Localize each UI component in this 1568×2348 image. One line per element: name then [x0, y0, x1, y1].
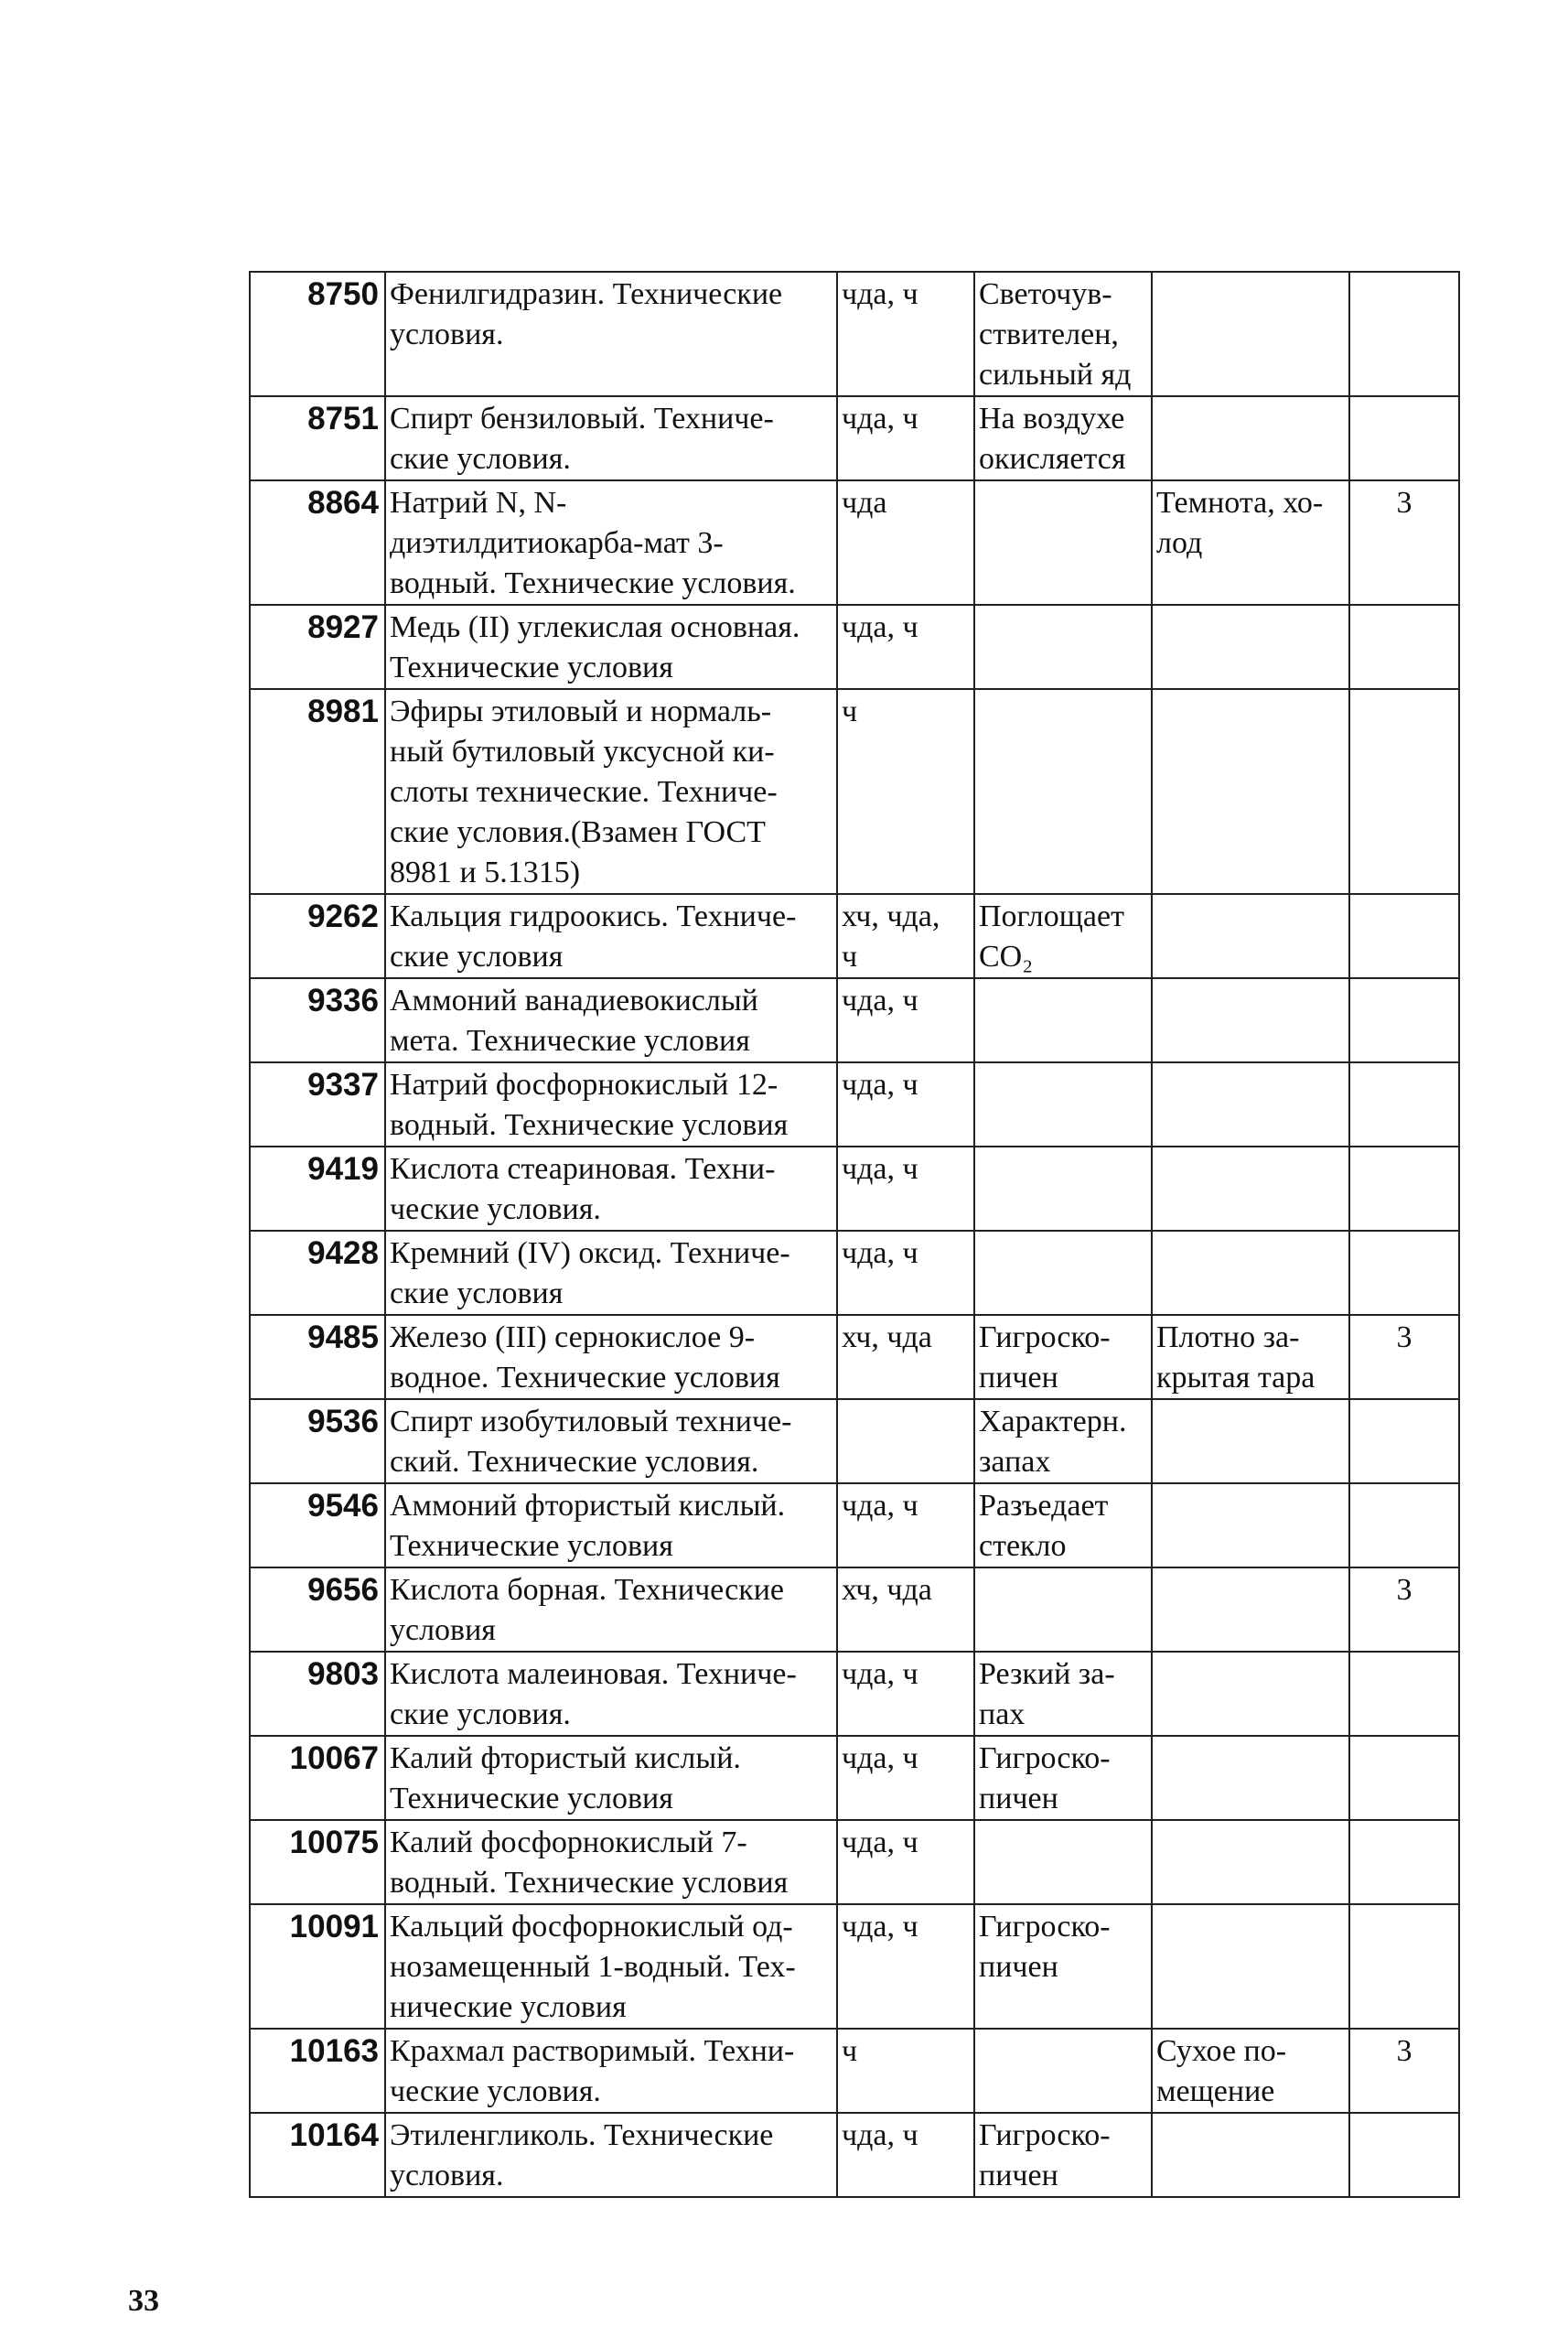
storage-condition-cell: [1152, 1567, 1349, 1652]
storage-condition-cell: Темнота, хо- лод: [1152, 480, 1349, 605]
gost-number-cell: 10075: [250, 1820, 385, 1904]
storage-condition-cell: [1152, 1652, 1349, 1736]
gost-number-cell: 9262: [250, 894, 385, 978]
property-note-cell: [974, 1147, 1152, 1231]
property-note-cell: Поглощает CO₂: [974, 894, 1152, 978]
reagent-name-cell: Кальций фосфорнокислый од- нозамещенный 1-водный. Тех- нические условия: [385, 1904, 837, 2029]
gost-number-cell: 9337: [250, 1062, 385, 1147]
storage-condition-cell: [1152, 1904, 1349, 2029]
class-cell: 3: [1349, 480, 1459, 605]
table-row: [250, 605, 1459, 689]
storage-condition-cell: [1152, 1483, 1349, 1567]
property-note-cell: [974, 480, 1152, 605]
table-row: [250, 1147, 1459, 1231]
grade-cell: чда, ч: [837, 272, 974, 396]
gost-number-cell: 10067: [250, 1736, 385, 1820]
property-note-cell: Гигроско- пичен: [974, 1315, 1152, 1399]
storage-condition-cell: Плотно за- крытая тара: [1152, 1315, 1349, 1399]
grade-cell: [837, 1399, 974, 1483]
class-cell: [1349, 978, 1459, 1062]
grade-cell: чда, ч: [837, 1652, 974, 1736]
grade-cell: ч: [837, 2029, 974, 2113]
table-row: [250, 978, 1459, 1062]
reagent-name-cell: Калий фтористый кислый. Технические условия: [385, 1736, 837, 1820]
gost-number-cell: 9546: [250, 1483, 385, 1567]
grade-cell: ч: [837, 689, 974, 894]
property-note-cell: [974, 978, 1152, 1062]
reagent-name-cell: Кислота малеиновая. Техниче- ские условия.: [385, 1652, 837, 1736]
reagents-table: [249, 271, 1460, 2198]
property-note-cell: Характерн. запах: [974, 1399, 1152, 1483]
reagent-name-cell: Спирт изобутиловый техниче- ский. Технические условия.: [385, 1399, 837, 1483]
gost-number-cell: 9536: [250, 1399, 385, 1483]
reagent-name-cell: Железо (III) сернокислое 9- водное. Технические условия: [385, 1315, 837, 1399]
property-note-cell: [974, 1567, 1152, 1652]
table-row: [250, 1820, 1459, 1904]
table-row: [250, 1483, 1459, 1567]
grade-cell: чда, ч: [837, 1062, 974, 1147]
grade-cell: чда, ч: [837, 1736, 974, 1820]
class-cell: 3: [1349, 1567, 1459, 1652]
gost-number-cell: 9803: [250, 1652, 385, 1736]
gost-number-cell: 10164: [250, 2113, 385, 2197]
table-row: [250, 1231, 1459, 1315]
gost-number-cell: 8864: [250, 480, 385, 605]
storage-condition-cell: Сухое по- мещение: [1152, 2029, 1349, 2113]
storage-condition-cell: [1152, 2113, 1349, 2197]
table-row: [250, 1736, 1459, 1820]
grade-cell: чда, ч: [837, 605, 974, 689]
class-cell: [1349, 1652, 1459, 1736]
storage-condition-cell: [1152, 396, 1349, 480]
gost-number-cell: 9656: [250, 1567, 385, 1652]
property-note-cell: Гигроско- пичен: [974, 2113, 1152, 2197]
reagent-name-cell: Фенилгидразин. Технические условия.: [385, 272, 837, 396]
reagent-name-cell: Кремний (IV) оксид. Техниче- ские условия: [385, 1231, 837, 1315]
gost-number-cell: 9419: [250, 1147, 385, 1231]
class-cell: 3: [1349, 1315, 1459, 1399]
property-note-cell: Разъедает стекло: [974, 1483, 1152, 1567]
storage-condition-cell: [1152, 1736, 1349, 1820]
gost-number-cell: 8750: [250, 272, 385, 396]
reagent-name-cell: Калий фосфорнокислый 7- водный. Технические условия: [385, 1820, 837, 1904]
grade-cell: чда, ч: [837, 1820, 974, 1904]
storage-condition-cell: [1152, 689, 1349, 894]
class-cell: [1349, 1147, 1459, 1231]
grade-cell: хч, чда: [837, 1567, 974, 1652]
grade-cell: хч, чда: [837, 1315, 974, 1399]
property-note-cell: [974, 2029, 1152, 2113]
grade-cell: чда, ч: [837, 1231, 974, 1315]
reagent-name-cell: Натрий фосфорнокислый 12- водный. Технические условия: [385, 1062, 837, 1147]
page-number: 33: [128, 2284, 159, 2318]
grade-cell: хч, чда, ч: [837, 894, 974, 978]
class-cell: [1349, 605, 1459, 689]
class-cell: [1349, 1399, 1459, 1483]
reagent-name-cell: Кальция гидроокись. Техниче- ские условия: [385, 894, 837, 978]
reagent-name-cell: Аммоний ванадиевокислый мета. Технические условия: [385, 978, 837, 1062]
class-cell: [1349, 272, 1459, 396]
property-note-cell: [974, 605, 1152, 689]
reagent-name-cell: Медь (II) углекислая основная. Технические условия: [385, 605, 837, 689]
grade-cell: чда, ч: [837, 396, 974, 480]
property-note-cell: Светочув- ствителен, сильный яд: [974, 272, 1152, 396]
reagent-name-cell: Натрий N, N- диэтилдитиокарба-мат 3- водный. Технические условия.: [385, 480, 837, 605]
reagents-table-body: [250, 272, 1459, 2197]
storage-condition-cell: [1152, 1820, 1349, 1904]
storage-condition-cell: [1152, 1399, 1349, 1483]
gost-number-cell: 8927: [250, 605, 385, 689]
gost-number-cell: 10163: [250, 2029, 385, 2113]
class-cell: [1349, 1820, 1459, 1904]
class-cell: [1349, 689, 1459, 894]
property-note-cell: Гигроско- пичен: [974, 1904, 1152, 2029]
grade-cell: чда, ч: [837, 978, 974, 1062]
gost-number-cell: 9485: [250, 1315, 385, 1399]
property-note-cell: [974, 1062, 1152, 1147]
grade-cell: чда, ч: [837, 1147, 974, 1231]
storage-condition-cell: [1152, 1147, 1349, 1231]
class-cell: [1349, 894, 1459, 978]
property-note-cell: [974, 689, 1152, 894]
grade-cell: чда, ч: [837, 2113, 974, 2197]
gost-number-cell: 8751: [250, 396, 385, 480]
storage-condition-cell: [1152, 1062, 1349, 1147]
gost-number-cell: 9428: [250, 1231, 385, 1315]
table-row: [250, 1399, 1459, 1483]
reagent-name-cell: Эфиры этиловый и нормаль- ный бутиловый уксусной ки- слоты технические. Техниче- ские условия.(Взамен ГОСТ 8981 и 5.1315): [385, 689, 837, 894]
reagent-name-cell: Кислота стеариновая. Техни- ческие условия.: [385, 1147, 837, 1231]
storage-condition-cell: [1152, 894, 1349, 978]
class-cell: [1349, 2113, 1459, 2197]
property-note-cell: На воздухе окисляется: [974, 396, 1152, 480]
class-cell: [1349, 1736, 1459, 1820]
storage-condition-cell: [1152, 978, 1349, 1062]
table-row: [250, 1904, 1459, 2029]
table-row: [250, 1567, 1459, 1652]
property-note-cell: Гигроско- пичен: [974, 1736, 1152, 1820]
property-note-cell: Резкий за- пах: [974, 1652, 1152, 1736]
reagent-name-cell: Спирт бензиловый. Техниче- ские условия.: [385, 396, 837, 480]
reagent-name-cell: Аммоний фтористый кислый. Технические условия: [385, 1483, 837, 1567]
gost-number-cell: 10091: [250, 1904, 385, 2029]
reagent-name-cell: Крахмал растворимый. Техни- ческие условия.: [385, 2029, 837, 2113]
table-row: [250, 396, 1459, 480]
table-row: [250, 2113, 1459, 2197]
table-row: [250, 689, 1459, 894]
grade-cell: чда, ч: [837, 1904, 974, 2029]
table-row: [250, 2029, 1459, 2113]
storage-condition-cell: [1152, 605, 1349, 689]
storage-condition-cell: [1152, 272, 1349, 396]
class-cell: [1349, 396, 1459, 480]
table-row: [250, 480, 1459, 605]
gost-number-cell: 8981: [250, 689, 385, 894]
class-cell: [1349, 1904, 1459, 2029]
class-cell: [1349, 1062, 1459, 1147]
storage-condition-cell: [1152, 1231, 1349, 1315]
reagent-name-cell: Этиленгликоль. Технические условия.: [385, 2113, 837, 2197]
gost-number-cell: 9336: [250, 978, 385, 1062]
property-note-cell: [974, 1231, 1152, 1315]
table-row: [250, 272, 1459, 396]
property-note-cell: [974, 1820, 1152, 1904]
reagent-name-cell: Кислота борная. Технические условия: [385, 1567, 837, 1652]
table-row: [250, 894, 1459, 978]
class-cell: 3: [1349, 2029, 1459, 2113]
class-cell: [1349, 1231, 1459, 1315]
grade-cell: чда: [837, 480, 974, 605]
class-cell: [1349, 1483, 1459, 1567]
table-row: [250, 1652, 1459, 1736]
table-row: [250, 1062, 1459, 1147]
grade-cell: чда, ч: [837, 1483, 974, 1567]
table-row: [250, 1315, 1459, 1399]
